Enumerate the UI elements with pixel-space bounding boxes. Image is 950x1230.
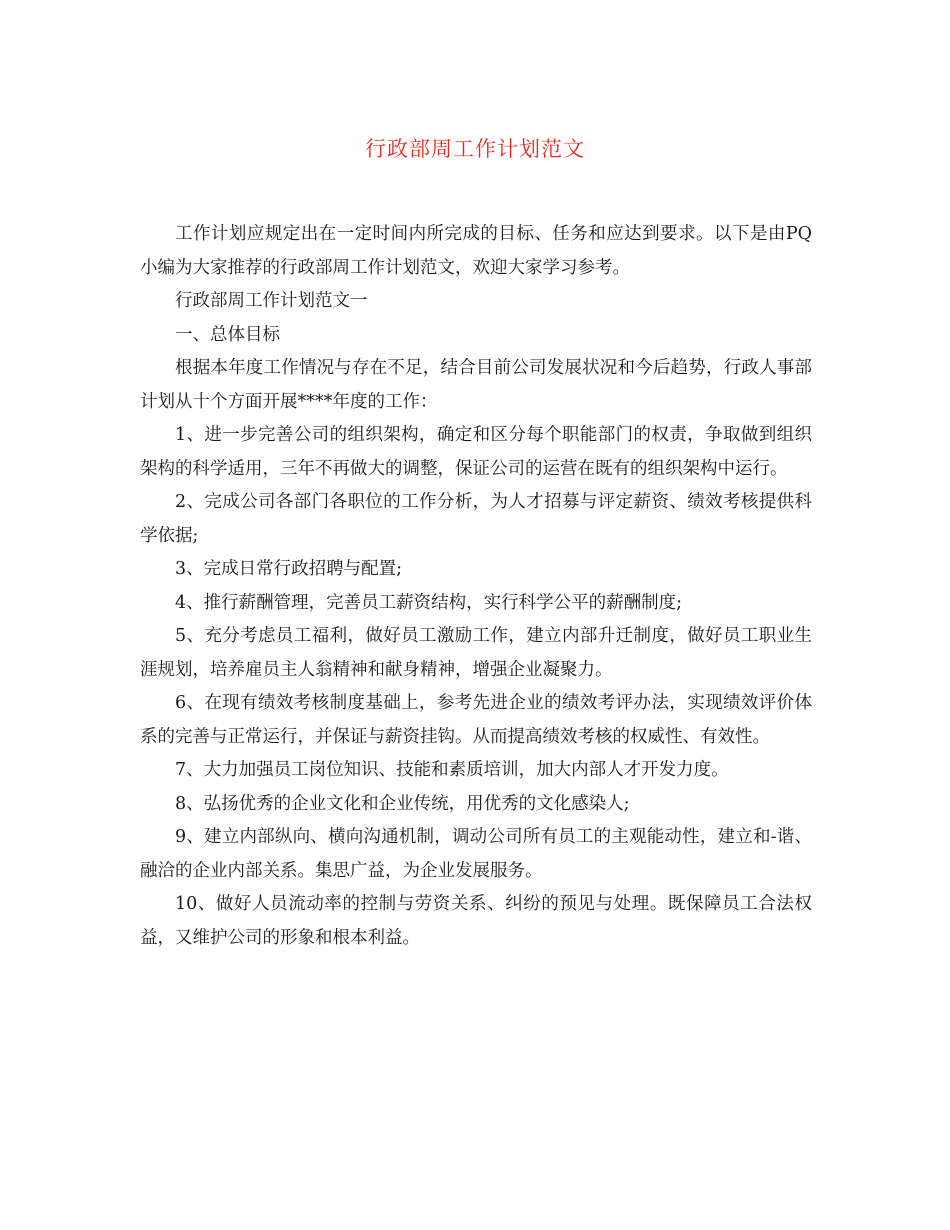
list-item: 2、完成公司各部门各职位的工作分析，为人才招募与评定薪资、绩效考核提供科学依据; [140, 492, 812, 546]
paragraph-intro: 工作计划应规定出在一定时间内所完成的目标、任务和应达到要求。以下是由PQ小编为大家推荐的行政部周工作计划范文，欢迎大家学习参考。 [140, 224, 812, 278]
list-item: 10、做好人员流动率的控制与劳资关系、纠纷的预见与处理。既保障员工合法权益，又维护公司的形象和根本利益。 [140, 894, 812, 948]
list-item: 5、充分考虑员工福利，做好员工激励工作，建立内部升迁制度，做好员工职业生涯规划，培养雇员主人翁精神和献身精神，增强企业凝聚力。 [140, 626, 812, 680]
list-item: 3、完成日常行政招聘与配置; [175, 559, 403, 579]
list-item: 9、建立内部纵向、横向沟通机制，调动公司所有员工的主观能动性，建立和-谐、融洽的企业内部关系。集思广益，为企业发展服务。 [140, 827, 812, 881]
paragraph-overview: 根据本年度工作情况与存在不足，结合目前公司发展状况和今后趋势，行政人事部计划从十个方面开展****年度的工作： [140, 358, 812, 412]
list-item: 7、大力加强员工岗位知识、技能和素质培训，加大内部人才开发力度。 [175, 760, 729, 780]
document-body [140, 218, 812, 955]
list-item: 1、进一步完善公司的组织架构，确定和区分每个职能部门的权责，争取做到组织架构的科学适用，三年不再做大的调整，保证公司的运营在既有的组织架构中运行。 [140, 425, 812, 479]
list-item: 6、在现有绩效考核制度基础上，参考先进企业的绩效考评办法，实现绩效评价体系的完善与正常运行，并保证与薪资挂钩。从而提高绩效考核的权威性、有效性。 [140, 693, 812, 747]
document-title: 行政部周工作计划范文 [365, 137, 585, 161]
paragraph-subheading: 一、总体目标 [175, 324, 280, 345]
list-item: 8、弘扬优秀的企业文化和企业传统，用优秀的文化感染人; [175, 793, 630, 814]
paragraph-section-heading: 行政部周工作计划范文一 [175, 291, 368, 311]
list-item: 4、推行薪酬管理，完善员工薪资结构，实行科学公平的薪酬制度; [175, 592, 683, 613]
